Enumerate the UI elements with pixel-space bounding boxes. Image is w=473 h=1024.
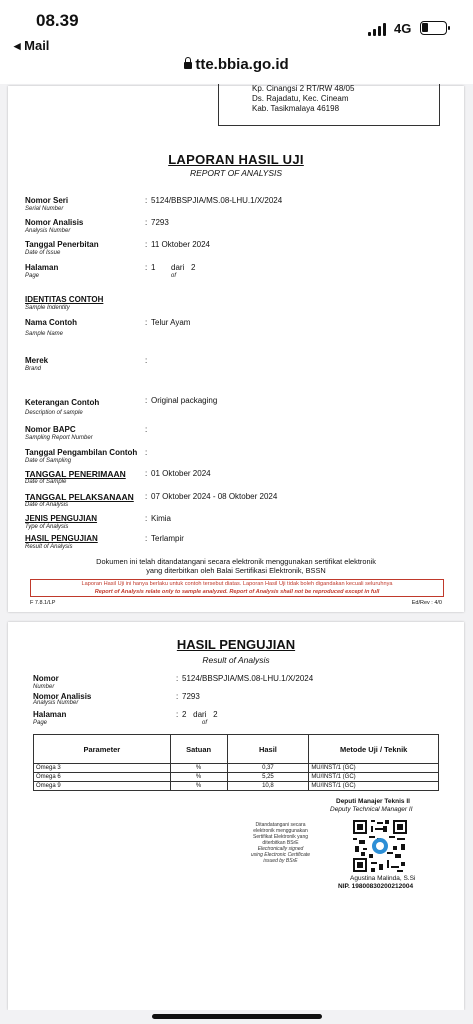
field-value: Original packaging [151,396,218,405]
field-label: Halaman [33,710,67,719]
report-subtitle: REPORT OF ANALYSIS [189,168,283,178]
unit-cell: % [170,773,227,782]
field-value: Terlampir [151,534,184,543]
report-page-1: Kp. Cinangsi 2 RT/RW 48/05 Ds. Rajadatu, Kec. Cineam Kab. Tasikmalaya 46198 LAPORAN HASIL UJI REPORT OF ANALYSIS Nomor Seri Serial Number : 5124/BBSPJIA/MS.08-LHU.1/X/2024 Nomor Analisis Analysis Number : 7293 Tanggal Penerbitan Date of Issue : 11 Oktober 2024 Halaman Page : 1 dari 2 of IDENTITAS CONTOH Sample Indentity Nama Contoh Sample Name : Telur Ayam Merek Brand : Keterangan Contoh Description of sample : Original packaging Nomor BAPC Sampling Report Number : Tanggal Pengambilan Contoh Date of Sampling : TANGGAL PENERIMAAN Date of Sample : 01 Oktober 2024 TANGGAL PELAKSANAAN Date of Analysis : 07 Oktober 2024 - 08 Oktober 2024 JENIS PENGUJIAN Type of Analysis : Kimia HASIL PENGUJIAN Result of Analysis : Terlampir Dokumen ini telah ditandatangani secara elektronik menggunakan sertifikat elektronik yang diterbitkan oleh Balai Sertifikasi Elektronik, BSSN Laporan Hasil Uji ini hanya berlaku untuk contoh tersebut diatas. Laporan Hasil Uji tidak boleh digandakan kecuali seluruhnya Report of Analysis relate only to sample analyzed. Report of Analysis shall not be reproduced except in full F 7.8.1/LP Ed/Rev : 4/0 [8,86,464,612]
signer-title-en: Deputy Technical Manager II [330,806,413,813]
table-row [34,782,439,791]
address-box [218,84,440,126]
esign-notice: yang diterbitkan oleh Balai Sertifikasi Elektronik, BSSN [146,566,326,575]
method-cell: MU/INST/1 (GC) [309,773,439,782]
field-value: Telur Ayam [151,318,191,327]
field-sublabel: Serial Number [25,206,64,212]
field-sublabel: Analysis Number [33,700,79,706]
field-value: 01 Oktober 2024 [151,469,211,478]
back-label: Mail [24,38,50,53]
field-value: 7293 [151,218,169,227]
status-time: 08.39 [36,11,79,30]
field-sublabel: Page [25,273,40,279]
unit-cell: % [170,764,227,773]
field-label: Nomor Analisis [25,218,84,227]
unit-cell: % [170,782,227,791]
edition-revision: Ed/Rev : 4/0 [411,600,442,606]
parameter-cell: Omega 9 [34,782,171,791]
form-code: F 7.8.1/LP [30,600,56,606]
field-sublabel: Sample Name [25,331,64,337]
field-label: Nomor Analisis [33,692,92,701]
field-value: 5124/BBSPJIA/MS.08-LHU.1/X/2024 [151,196,283,205]
parameter-cell: Omega 3 [34,764,171,773]
home-indicator[interactable] [152,1014,322,1019]
status-bar [0,0,473,54]
method-cell: MU/INST/1 (GC) [309,782,439,791]
field-sublabel: Brand [25,366,42,372]
field-value: 7293 [182,692,200,701]
field-label: Nomor BAPC [25,425,76,434]
result-cell: 10,8 [227,782,309,791]
esign-line: diterbitkan BSrE [262,840,299,846]
field-sublabel: Sampling Report Number [25,435,93,441]
field-sublabel: Sample Indentity [25,305,70,311]
network-label: 4G [394,21,412,36]
field-sublabel: Type of Analysis [25,524,69,530]
field-sublabel: Result of Analysis [25,544,73,550]
result-cell: 5,25 [227,773,309,782]
esign-notice: Dokumen ini telah ditandatangani secara elektronik menggunakan sertifikat elektronik [96,557,376,566]
field-value: Kimia [151,514,172,523]
address-line: Ds. Rajadatu, Kec. Cineam [252,94,349,103]
disclaimer-text-en: Report of Analysis relate only to sample analyzed. Report of Analysis shall not be reproduced except in full [94,588,380,595]
results-table [33,734,439,791]
field-label: Tanggal Pengambilan Contoh [25,448,138,457]
report-title: LAPORAN HASIL UJI [168,152,304,167]
esign-line-en: using Electronic Certificate [250,852,311,858]
report-page-2: HASIL PENGUJIAN Result of Analysis Nomor Number : 5124/BBSPJIA/MS.08-LHU.1/X/2024 Nomor Analisis Analysis Number : 7293 Halaman Page : 2 dari 2 of Parameter Satuan Hasil Metode Uji / Teknik Omega 3 % 0,37 MU/INST/1 (GC) Omega 6 % 5,25 MU/INST/1 (GC) Omega 9 % 10,8 MU/INST/1 (GC) Deputi Manajer Teknis II Deputy Technical Manager II Ditandatangani secara elektronik menggunakan Sertifikat Elektronik yang diterbitkan BSrE Electronically signed using Electronic Certificate issued by BSrE Agustina Malinda, S.Si NIP. 19800830200212004 [8,622,464,1010]
table-row [34,764,439,773]
field-sublabel: Date of Sampling [25,458,72,464]
field-value: 1 dari 2 [151,263,196,272]
parameter-cell: Omega 6 [34,773,171,782]
url-bar[interactable] [0,54,473,84]
column-header: Satuan [170,735,227,764]
field-label: Nama Contoh [25,318,77,327]
table-header-row [34,735,439,764]
esign-line: Sertifikat Elektronik yang [252,834,309,840]
field-label: Keterangan Contoh [25,398,100,407]
field-sublabel: Page [33,720,48,726]
field-sublabel: Date of Analysis [25,502,69,508]
disclaimer-box [30,579,444,597]
signer-name: Agustina Malinda, S.Si [350,875,416,882]
field-label: Merek [25,356,49,365]
qr-code-icon [353,820,407,872]
field-sublabel: Date of Issue [25,250,61,256]
url-text: tte.bbia.go.id [195,56,289,73]
address-line: Kab. Tasikmalaya 46198 [252,104,340,113]
field-label: HASIL PENGUJIAN [25,534,98,543]
esign-line-en: issued by BSrE [263,858,298,864]
field-value-sub: of [202,720,208,726]
result-cell: 0,37 [227,764,309,773]
field-value: 07 Oktober 2024 - 08 Oktober 2024 [151,492,278,501]
back-to-mail-button[interactable]: ◂ Mail [14,38,50,53]
disclaimer-text: Laporan Hasil Uji ini hanya berlaku untuk contoh tersebut diatas. Laporan Hasil Uji tidak boleh digandakan kecuali seluruhnya [81,581,393,587]
field-sublabel: Description of sample [25,410,83,416]
field-label: Halaman [25,263,59,272]
esign-line: Ditandatangani secara [255,822,306,828]
field-sublabel: Analysis Number [25,228,71,234]
table-row [34,773,439,782]
field-label: Nomor [33,674,59,683]
field-label: TANGGAL PENERIMAAN [25,469,126,479]
field-value-sub: of [171,273,177,279]
field-label: Nomor Seri [25,196,69,205]
field-label: TANGGAL PELAKSANAAN [25,492,134,502]
field-value: 11 Oktober 2024 [151,240,211,249]
results-title: HASIL PENGUJIAN [176,637,296,652]
field-label: JENIS PENGUJIAN [25,514,98,523]
esign-line: elektronik menggunakan [253,828,308,834]
field-value: 5124/BBSPJIA/MS.08-LHU.1/X/2024 [182,674,314,683]
signer-title: Deputi Manajer Teknis II [336,798,410,805]
method-cell: MU/INST/1 (GC) [309,764,439,773]
field-value: 2 dari 2 [182,710,218,719]
results-subtitle: Result of Analysis [202,655,270,665]
column-header: Hasil [227,735,309,764]
lock-icon [184,62,192,69]
esign-line-en: Electronically signed [257,846,304,852]
field-label: Tanggal Penerbitan [25,240,99,249]
address-line: Kp. Cinangsi 2 RT/RW 48/05 [252,84,355,93]
column-header: Metode Uji / Teknik [309,735,439,764]
section-label: IDENTITAS CONTOH [25,295,104,304]
field-sublabel: Date of Sample [25,479,67,485]
battery-icon [420,21,447,35]
esign-statement [233,822,328,864]
signer-nip: NIP. 19800830200212004 [338,883,414,890]
signal-icon [368,22,390,36]
field-sublabel: Number [33,684,55,690]
column-header: Parameter [34,735,171,764]
